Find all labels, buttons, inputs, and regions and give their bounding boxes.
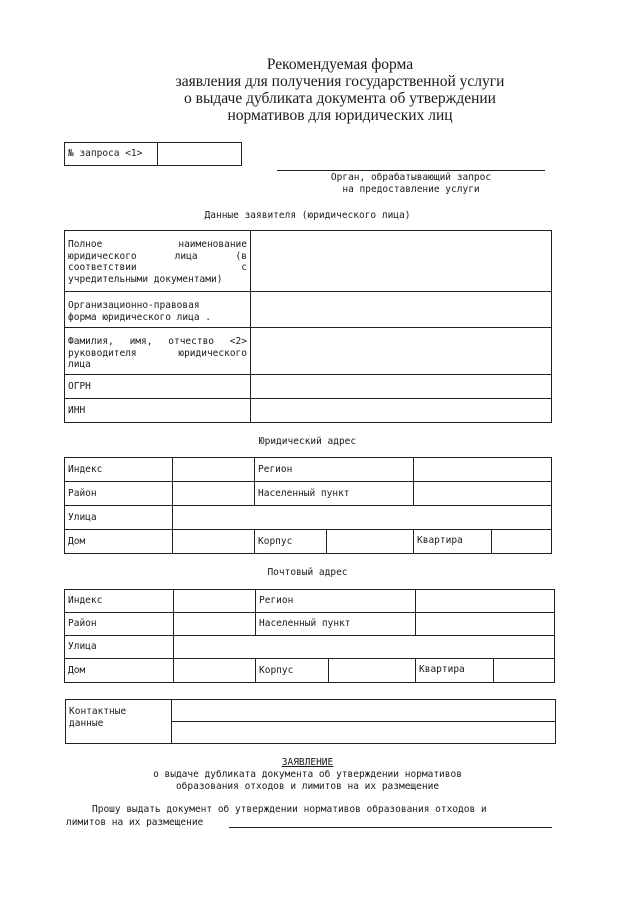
full-name-field[interactable] xyxy=(251,231,552,292)
legal-form-field[interactable] xyxy=(251,292,552,328)
director-label-line-2: руководителя юридического xyxy=(68,347,247,359)
postal-street-label: Улица xyxy=(65,636,174,659)
legal-building-field[interactable] xyxy=(327,530,414,554)
inn-label: ИНН xyxy=(65,399,251,423)
contacts-label-line-1: Контактные xyxy=(69,706,127,717)
full-name-label-line-4: учредительными документами) xyxy=(68,273,223,285)
postal-apartment-field[interactable] xyxy=(494,659,554,682)
postal-apartment-label: Квартира xyxy=(416,659,494,682)
legal-apartment-cell[interactable] xyxy=(414,530,552,554)
postal-district-label: Район xyxy=(65,613,174,636)
legal-settlement-field[interactable] xyxy=(414,482,552,506)
full-name-label xyxy=(65,231,251,292)
statement-heading: ЗАЯВЛЕНИЕ xyxy=(281,757,334,768)
director-label-line-1: Фамилия, имя, отчество <2> xyxy=(68,336,247,347)
form-title-line-4: нормативов для юридических лиц xyxy=(227,107,453,124)
postal-index-field[interactable] xyxy=(174,590,256,613)
contacts-field-2[interactable] xyxy=(172,722,556,744)
form-title-line-3: о выдаче дубликата документа об утверждении xyxy=(184,90,496,107)
statement-block xyxy=(64,757,551,793)
full-name-label-line-2: юридического лица (в xyxy=(68,250,247,262)
organ-caption-line-1: Орган, обрабатывающий запрос xyxy=(330,172,492,183)
legal-address-heading: Юридический адрес xyxy=(258,436,357,447)
legal-address-table xyxy=(64,457,552,554)
inn-field[interactable] xyxy=(251,399,552,423)
form-title-line-1: Рекомендуемая форма xyxy=(266,56,414,73)
postal-address-table xyxy=(64,589,555,683)
legal-house-label: Дом xyxy=(65,530,173,554)
legal-settlement-label: Населенный пункт xyxy=(255,482,414,506)
organ-signature-line[interactable] xyxy=(277,170,545,171)
statement-document-field[interactable] xyxy=(229,827,552,828)
full-name-label-line-1: Полное наименование xyxy=(68,239,247,250)
legal-region-field[interactable] xyxy=(414,458,552,482)
legal-apartment-field[interactable] xyxy=(492,530,551,553)
postal-district-field[interactable] xyxy=(174,613,256,636)
director-field[interactable] xyxy=(251,328,552,375)
contacts-table xyxy=(65,699,556,744)
request-number-label: № запроса <1> xyxy=(65,143,158,166)
legal-street-field[interactable] xyxy=(173,506,552,530)
legal-district-field[interactable] xyxy=(173,482,255,506)
postal-building-label: Корпус xyxy=(256,659,329,683)
contacts-label-line-2: данные xyxy=(69,717,104,729)
full-name-label-line-3: соответствии с xyxy=(68,262,247,273)
legal-index-label: Индекс xyxy=(65,458,173,482)
applicant-heading: Данные заявителя (юридического лица) xyxy=(204,210,411,221)
statement-line-1: о выдаче дубликата документа об утверждении нормативов xyxy=(153,769,462,780)
organ-caption-line-2: на предоставление услуги xyxy=(342,184,480,195)
postal-address-heading: Почтовый адрес xyxy=(267,567,348,578)
postal-region-label: Регион xyxy=(256,590,416,613)
postal-house-label: Дом xyxy=(65,659,174,683)
legal-house-field[interactable] xyxy=(173,530,255,554)
postal-street-field[interactable] xyxy=(174,636,555,659)
request-number-field[interactable] xyxy=(158,143,242,166)
statement-line-2: образования отходов и лимитов на их размещение xyxy=(175,781,440,792)
statement-body-line-2: лимитов на их размещение xyxy=(66,817,204,828)
organ-caption xyxy=(277,172,545,196)
ogrn-label: ОГРН xyxy=(65,375,251,399)
postal-settlement-field[interactable] xyxy=(416,613,555,636)
legal-index-field[interactable] xyxy=(173,458,255,482)
legal-form-label xyxy=(65,292,251,328)
contacts-label xyxy=(66,700,172,744)
legal-apartment-label: Квартира xyxy=(414,530,492,553)
director-label xyxy=(65,328,251,375)
legal-street-label: Улица xyxy=(65,506,173,530)
form-title-line-2: заявления для получения государственной услуги xyxy=(175,73,505,90)
statement-body-line-1: Прошу выдать документ об утверждении нормативов образования отходов и xyxy=(92,804,487,815)
ogrn-field[interactable] xyxy=(251,375,552,399)
postal-house-field[interactable] xyxy=(174,659,256,683)
postal-index-label: Индекс xyxy=(65,590,174,613)
legal-building-label: Корпус xyxy=(255,530,327,554)
postal-settlement-label: Населенный пункт xyxy=(256,613,416,636)
contacts-field-1[interactable] xyxy=(172,700,556,722)
legal-form-label-line-1: Организационно-правовая xyxy=(68,300,200,311)
form-title xyxy=(150,56,530,124)
legal-region-label: Регион xyxy=(255,458,414,482)
legal-form-label-line-2: форма юридического лица . xyxy=(68,311,211,323)
legal-district-label: Район xyxy=(65,482,173,506)
postal-apartment-cell[interactable] xyxy=(416,659,555,683)
postal-building-field[interactable] xyxy=(329,659,416,683)
postal-region-field[interactable] xyxy=(416,590,555,613)
request-number-box xyxy=(64,142,242,166)
director-label-line-3: лица xyxy=(68,359,91,370)
applicant-table xyxy=(64,230,552,423)
